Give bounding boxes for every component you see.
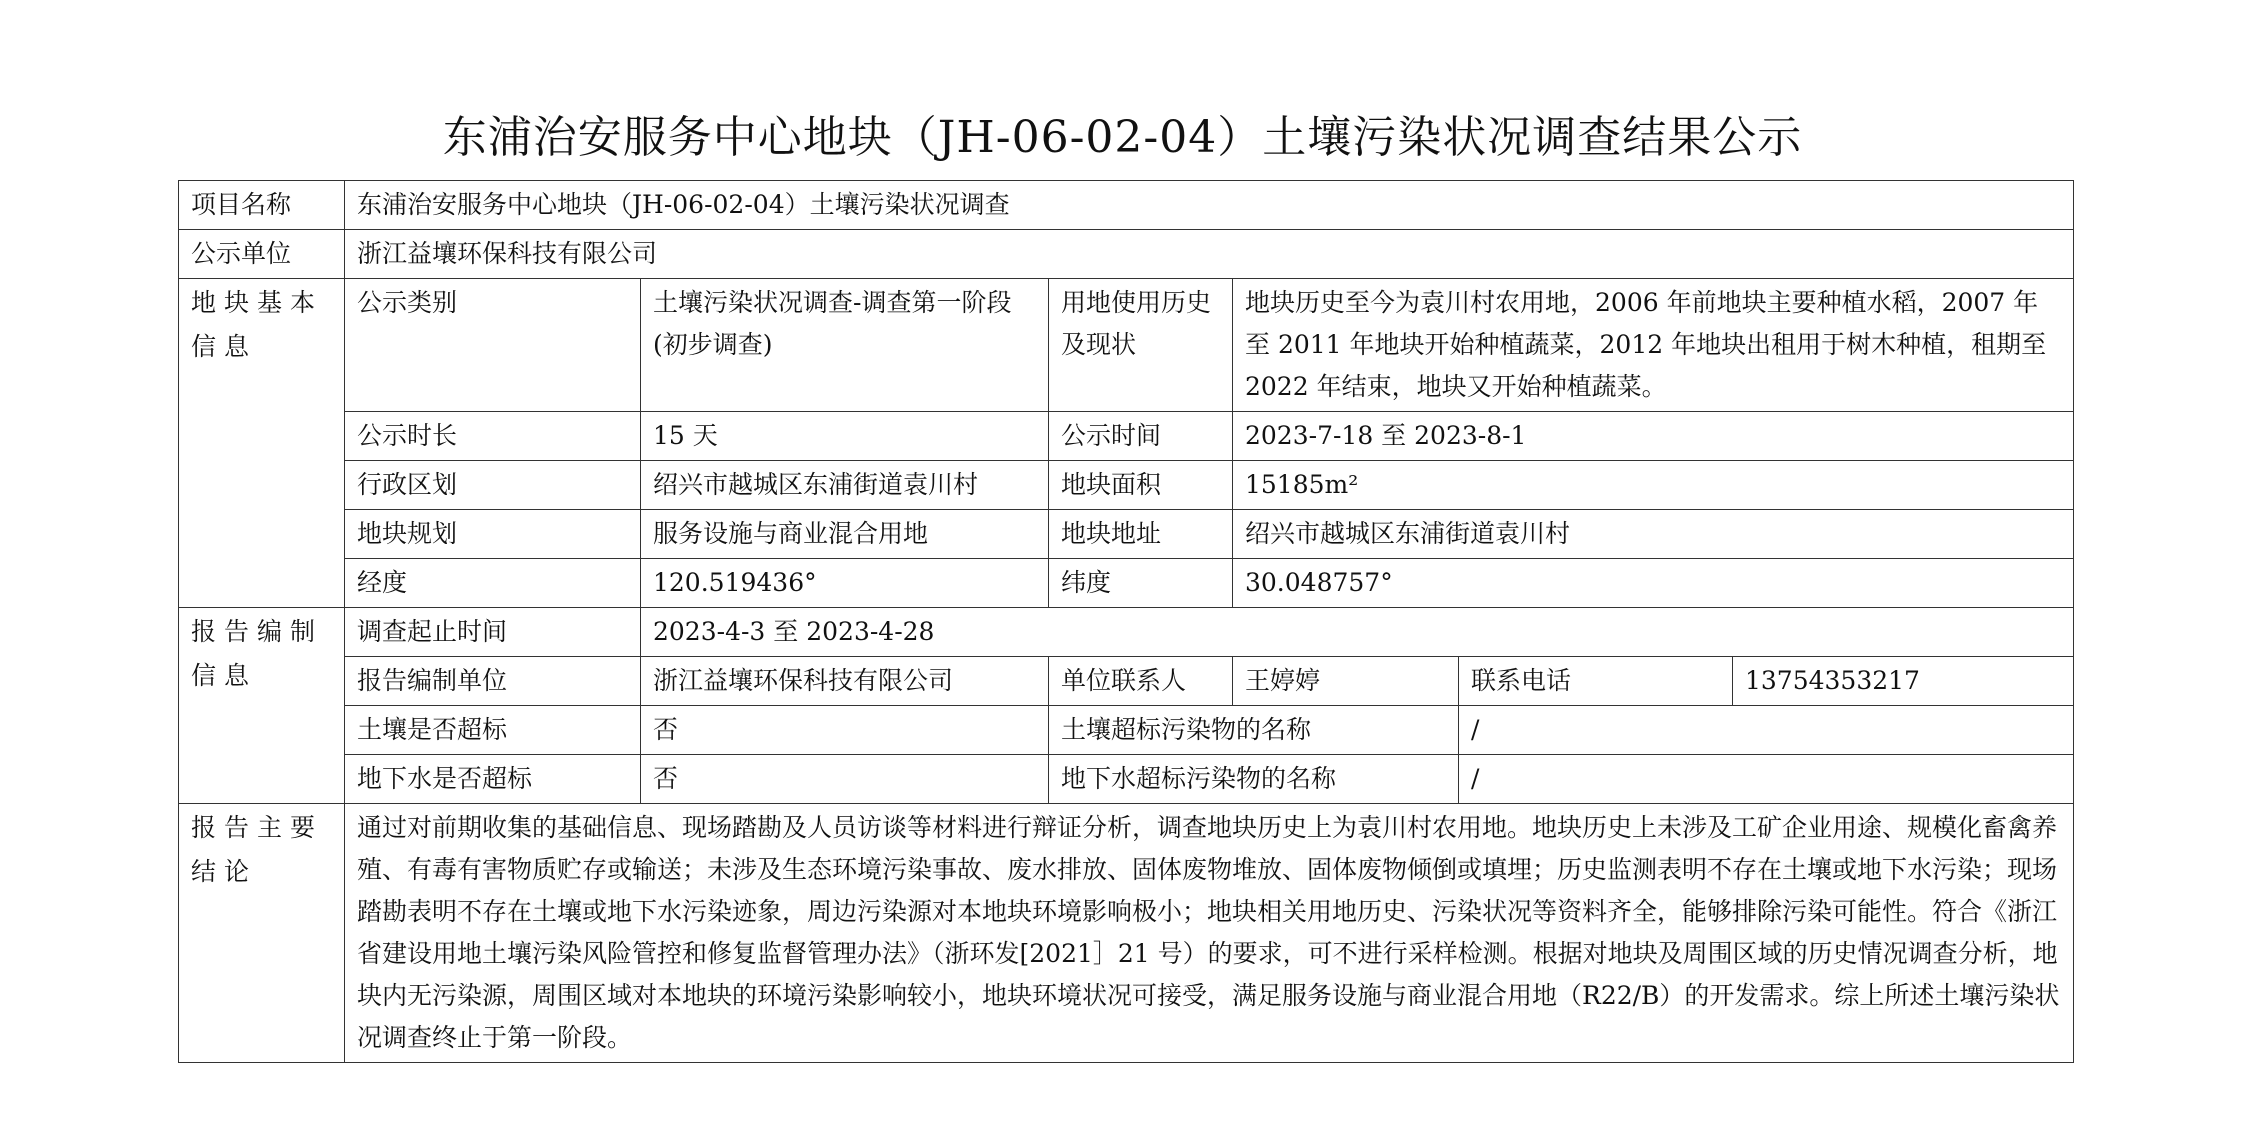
address-label: 地块地址: [1049, 510, 1233, 559]
latitude-label: 纬度: [1049, 559, 1233, 608]
groundwater-exceed-value: 否: [641, 755, 1049, 804]
basic-info-section-label: 地块基本信息: [179, 279, 345, 608]
history-label: 用地使用历史及现状: [1049, 279, 1233, 412]
period-value: 2023-7-18 至 2023-8-1: [1233, 412, 2074, 461]
area-label: 地块面积: [1049, 461, 1233, 510]
soil-pollutant-value: /: [1459, 706, 2074, 755]
planning-value: 服务设施与商业混合用地: [641, 510, 1049, 559]
info-table: [178, 180, 2074, 1063]
row-report-unit: [179, 657, 2074, 706]
groundwater-exceed-label: 地下水是否超标: [345, 755, 641, 804]
row-district: [179, 461, 2074, 510]
conclusion-text: 通过对前期收集的基础信息、现场踏勘及人员访谈等材料进行辩证分析，调查地块历史上为袁川村农用地。地块历史上未涉及工矿企业用途、规模化畜禽养殖、有毒有害物质贮存或输送；未涉及生态环境污染事故、废水排放、固体废物堆放、固体废物倾倒或填埋；历史监测表明不存在土壤或地下水污染；现场踏勘表明不存在土壤或地下水污染迹象，周边污染源对本地块环境影响极小；地块相关用地历史、污染状况等资料齐全，能够排除污染可能性。符合《浙江省建设用地土壤污染风险管控和修复监督管理办法》（浙环发[2021］21 号）的要求，可不进行采样检测。根据对地块及周围区域的历史情况调查分析，地块内无污染源，周围区域对本地块的环境污染影响较小，地块环境状况可接受，满足服务设施与商业混合用地（R22/B）的开发需求。综上所述土壤污染状况调查终止于第一阶段。: [345, 804, 2074, 1063]
row-conclusion: [179, 804, 2074, 1063]
history-value: 地块历史至今为袁川村农用地，2006 年前地块主要种植水稻，2007 年至 2011 年地块开始种植蔬菜，2012 年地块出租用于树木种植，租期至 2022 年结束，地块又开始种植蔬菜。: [1233, 279, 2074, 412]
conclusion-label: 报告主要结论: [179, 804, 345, 1063]
report-unit-label: 报告编制单位: [345, 657, 641, 706]
category-value: 土壤污染状况调查-调查第一阶段(初步调查): [641, 279, 1049, 412]
publisher-label: 公示单位: [179, 230, 345, 279]
district-label: 行政区划: [345, 461, 641, 510]
category-label: 公示类别: [345, 279, 641, 412]
groundwater-pollutant-label: 地下水超标污染物的名称: [1049, 755, 1459, 804]
latitude-value: 30.048757°: [1233, 559, 2074, 608]
project-value: 东浦治安服务中心地块（JH-06-02-04）土壤污染状况调查: [345, 181, 2074, 230]
groundwater-pollutant-value: /: [1459, 755, 2074, 804]
duration-value: 15 天: [641, 412, 1049, 461]
contact-value: 王婷婷: [1233, 657, 1459, 706]
row-soil-exceed: [179, 706, 2074, 755]
contact-label: 单位联系人: [1049, 657, 1233, 706]
row-category: [179, 279, 2074, 412]
row-survey-time: [179, 608, 2074, 657]
district-value: 绍兴市越城区东浦街道袁川村: [641, 461, 1049, 510]
longitude-value: 120.519436°: [641, 559, 1049, 608]
address-value: 绍兴市越城区东浦街道袁川村: [1233, 510, 2074, 559]
area-value: 15185m²: [1233, 461, 2074, 510]
report-info-section-label: 报告编制信息: [179, 608, 345, 804]
row-groundwater-exceed: [179, 755, 2074, 804]
period-label: 公示时间: [1049, 412, 1233, 461]
row-planning: [179, 510, 2074, 559]
soil-pollutant-label: 土壤超标污染物的名称: [1049, 706, 1459, 755]
soil-exceed-label: 土壤是否超标: [345, 706, 641, 755]
soil-exceed-value: 否: [641, 706, 1049, 755]
phone-label: 联系电话: [1459, 657, 1733, 706]
survey-time-label: 调查起止时间: [345, 608, 641, 657]
phone-value: 13754353217: [1733, 657, 2074, 706]
row-coordinates: [179, 559, 2074, 608]
page-title: 东浦治安服务中心地块（JH-06-02-04）土壤污染状况调查结果公示: [442, 112, 1803, 163]
row-project: [179, 181, 2074, 230]
project-label: 项目名称: [179, 181, 345, 230]
planning-label: 地块规划: [345, 510, 641, 559]
survey-time-value: 2023-4-3 至 2023-4-28: [641, 608, 2074, 657]
publisher-value: 浙江益壤环保科技有限公司: [345, 230, 2074, 279]
report-unit-value: 浙江益壤环保科技有限公司: [641, 657, 1049, 706]
row-publisher: [179, 230, 2074, 279]
row-duration: [179, 412, 2074, 461]
duration-label: 公示时长: [345, 412, 641, 461]
longitude-label: 经度: [345, 559, 641, 608]
